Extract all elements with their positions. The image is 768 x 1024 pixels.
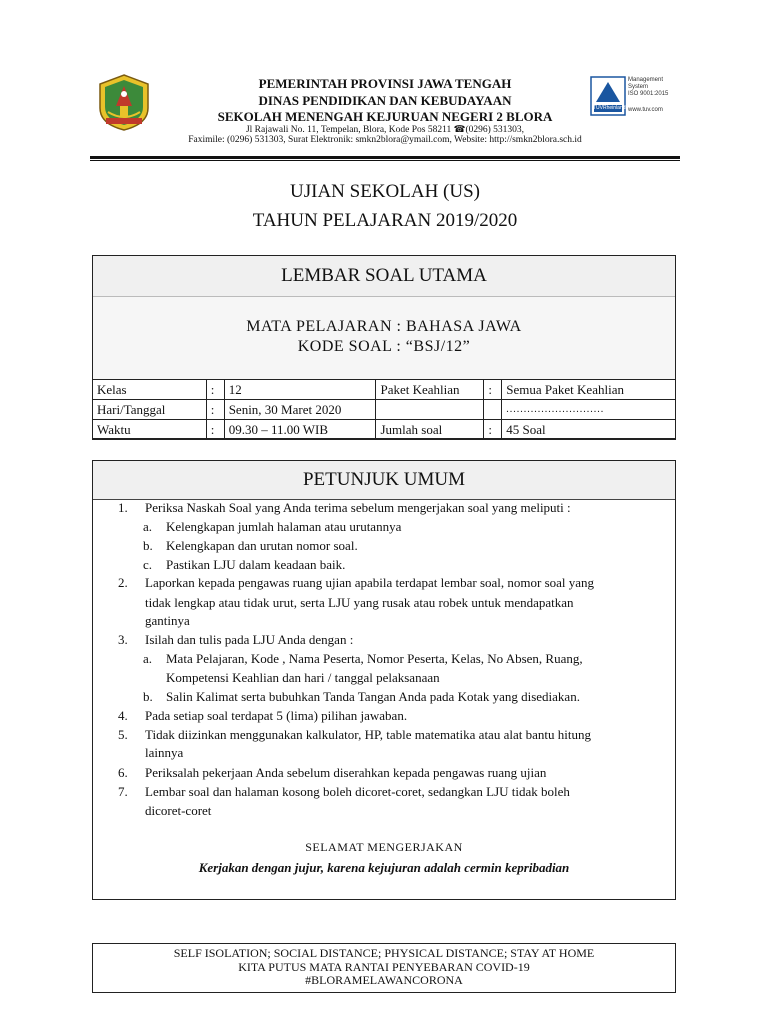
closing-title: SELAMAT MENGERJAKAN: [305, 840, 463, 854]
info-label: Paket Keahlian: [376, 380, 484, 400]
list-item-cont: tidak lengkap atau tidak urut, serta LJU yang rusak atau robek untuk mendapatkan: [145, 595, 574, 610]
list-number: 5.: [118, 727, 128, 742]
letterhead-address: Jl Rajawali No. 11, Tempelan, Blora, Kode Pos 58211 ☎(0296) 531303,: [245, 125, 525, 135]
letterhead-rule: [90, 156, 680, 159]
info-colon: :: [484, 380, 502, 400]
info-colon: :: [206, 420, 224, 440]
info-value: ............................: [502, 400, 676, 420]
sub-item: Kelengkapan jumlah halaman atau urutannya: [166, 519, 402, 534]
sub-marker: a.: [143, 651, 153, 666]
central-java-emblem-icon: [94, 72, 154, 132]
sub-marker: c.: [143, 557, 153, 572]
info-colon: :: [484, 420, 502, 440]
closing-motto: Kerjakan dengan jujur, karena kejujuran adalah cermin kepribadian: [198, 860, 570, 875]
info-label: [376, 400, 484, 420]
info-colon: :: [206, 400, 224, 420]
academic-year: TAHUN PELAJARAN 2019/2020: [252, 210, 518, 231]
info-colon: :: [206, 380, 224, 400]
list-item-cont: gantinya: [145, 613, 190, 628]
info-label: Jumlah soal: [376, 420, 484, 440]
footer-line-1: SELF ISOLATION; SOCIAL DISTANCE; PHYSICAL DISTANCE; STAY AT HOME: [173, 946, 595, 960]
info-value: 45 Soal: [502, 420, 676, 440]
sub-item: Kelengkapan dan urutan nomor soal.: [166, 538, 358, 553]
tuv-certification-logo: [590, 76, 676, 120]
cert-sub: www.tuv.com: [628, 107, 663, 113]
list-item: Laporkan kepada pengawas ruang ujian apabila terdapat lembar soal, nomor soal yang: [145, 575, 595, 590]
sub-item: Pastikan LJU dalam keadaan baik.: [166, 557, 346, 572]
info-colon: [484, 400, 502, 420]
list-item: Periksa Naskah Soal yang Anda terima sebelum mengerjakan soal yang meliputi :: [145, 500, 571, 515]
cert-text-2: ISO 9001:2015: [628, 91, 669, 97]
footer-line-2: KITA PUTUS MATA RANTAI PENYEBARAN COVID-19: [238, 960, 530, 974]
school-name: SEKOLAH MENENGAH KEJURUAN NEGERI 2 BLORA: [217, 109, 553, 124]
list-item: Isilah dan tulis pada LJU Anda dengan :: [145, 632, 354, 647]
table-row: [93, 380, 676, 400]
lembar-heading: LEMBAR SOAL UTAMA: [93, 256, 675, 297]
letterhead-province: PEMERINTAH PROVINSI JAWA TENGAH: [258, 76, 512, 91]
sub-item: Mata Pelajaran, Kode , Nama Peserta, Nomor Peserta, Kelas, No Absen, Ruang,: [166, 651, 583, 666]
instructions-heading: PETUNJUK UMUM: [93, 461, 675, 500]
sub-item: Salin Kalimat serta bubuhkan Tanda Tangan Anda pada Kotak yang disediakan.: [166, 689, 580, 704]
exam-title: UJIAN SEKOLAH (US): [290, 181, 480, 202]
list-number: 2.: [118, 575, 128, 590]
table-row: [93, 400, 676, 420]
sub-marker: a.: [143, 519, 153, 534]
exam-info-table: [92, 379, 676, 440]
info-value: Semua Paket Keahlian: [502, 380, 676, 400]
info-value: 12: [224, 380, 376, 400]
list-item-cont: lainnya: [145, 745, 184, 760]
list-item: Pada setiap soal terdapat 5 (lima) pilihan jawaban.: [145, 708, 408, 723]
letterhead-school: [150, 109, 620, 125]
list-number: 7.: [118, 784, 128, 799]
letterhead-contact: Faximile: (0296) 531303, Surat Elektronik: smkn2blora@ymail.com, Website: http://smkn2blora.sch.id: [188, 135, 582, 145]
subject-name: MATA PELAJARAN : BAHASA JAWA: [246, 318, 522, 335]
cert-brand: TÜVRheinland: [593, 105, 626, 111]
footer-hashtag: #BLORAMELAWANCORONA: [305, 973, 463, 987]
list-number: 4.: [118, 708, 128, 723]
letterhead-department: DINAS PENDIDIKAN DAN KEBUDAYAAN: [258, 93, 512, 108]
list-item-cont: dicoret-coret: [145, 803, 212, 818]
list-item: Lembar soal dan halaman kosong boleh dicoret-coret, sedangkan LJU tidak boleh: [145, 784, 570, 799]
cert-text-1: Management System: [628, 77, 664, 90]
list-number: 1.: [118, 500, 128, 515]
sub-item-cont: Kompetensi Keahlian dan hari / tanggal pelaksanaan: [166, 670, 440, 685]
info-label: Waktu: [93, 420, 207, 440]
sub-marker: b.: [143, 689, 153, 704]
info-value: 09.30 – 11.00 WIB: [224, 420, 376, 440]
info-value: Senin, 30 Maret 2020: [224, 400, 376, 420]
letterhead-rule-thin: [90, 160, 680, 161]
table-row: [93, 420, 676, 440]
info-label: Kelas: [93, 380, 207, 400]
list-item: Tidak diizinkan menggunakan kalkulator, HP, table matematika atau alat bantu hitung: [145, 727, 591, 742]
sub-marker: b.: [143, 538, 153, 553]
exam-code: KODE SOAL : “BSJ/12”: [297, 338, 471, 355]
info-label: Hari/Tanggal: [93, 400, 207, 420]
list-number: 6.: [118, 765, 128, 780]
list-number: 3.: [118, 632, 128, 647]
list-item: Periksalah pekerjaan Anda sebelum diserahkan kepada pengawas ruang ujian: [145, 765, 547, 780]
